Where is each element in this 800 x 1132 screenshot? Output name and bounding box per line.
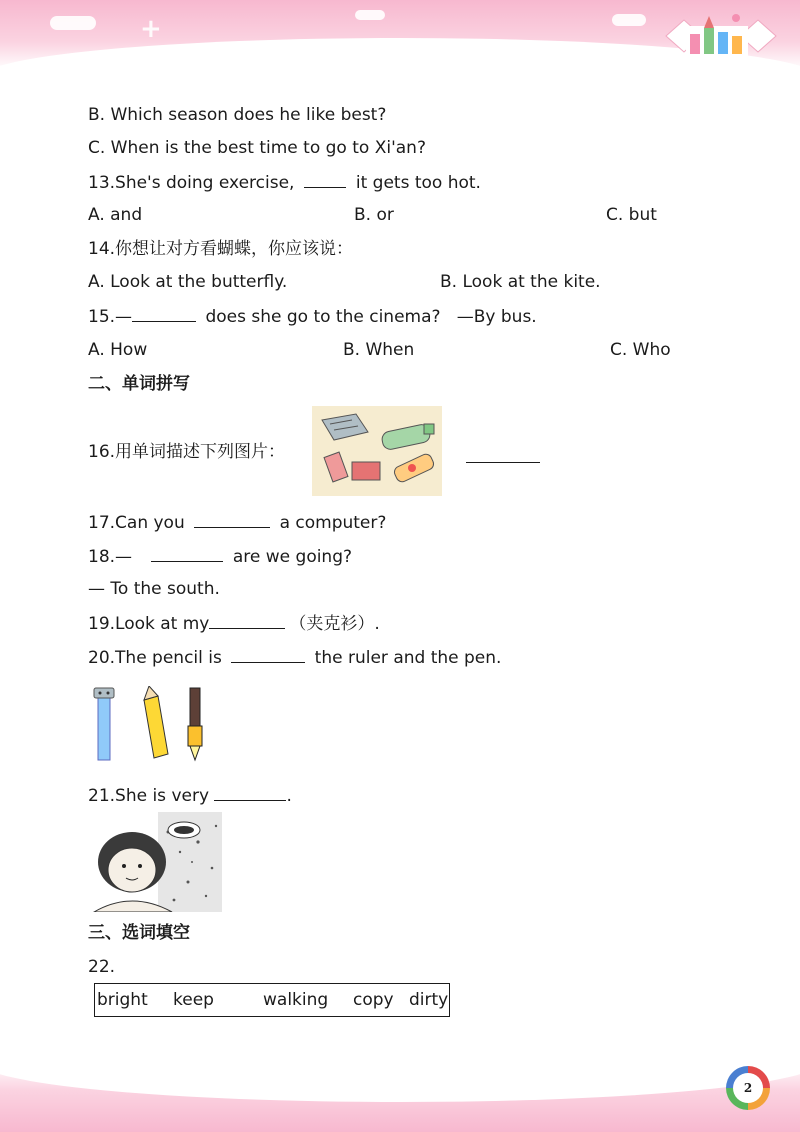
page-number-badge <box>726 1066 770 1110</box>
q13-option-c: C. but <box>606 205 657 225</box>
word-bank-item: copy <box>353 990 394 1010</box>
q15-suffix: does she go to the cinema? <box>205 307 441 327</box>
footer-decoration <box>0 1062 800 1132</box>
word-bank-box <box>94 983 450 1017</box>
q19-blank[interactable] <box>209 612 285 629</box>
logo-icon <box>660 6 778 62</box>
q15-blank[interactable] <box>132 305 196 322</box>
q16-text: 16.用单词描述下列图片： <box>88 442 286 462</box>
q13-blank[interactable] <box>304 171 346 188</box>
word-bank-item: dirty <box>409 990 449 1010</box>
q18-text <box>88 545 352 568</box>
q18-blank[interactable] <box>151 545 223 562</box>
q21-text <box>88 784 292 807</box>
q14-text: 14.你想让对方看蝴蝶，你应该说： <box>88 239 354 259</box>
dirty-girl-picture <box>88 812 222 912</box>
q15-option-b: B. When <box>343 340 415 360</box>
q17-blank[interactable] <box>194 511 270 528</box>
q16-blank[interactable] <box>466 446 540 463</box>
q19-suffix: （夹克衫）. <box>289 614 380 634</box>
q18-answer: — To the south. <box>88 579 220 599</box>
q20-suffix: the ruler and the pen. <box>314 648 502 668</box>
q14-option-a: A. Look at the butterfly. <box>88 272 288 292</box>
q20-prefix: 20.The pencil is <box>88 648 222 668</box>
header-decoration: + <box>0 0 800 70</box>
q17-suffix: a computer? <box>279 513 387 533</box>
q21-suffix: . <box>286 786 292 806</box>
q13-suffix: it gets too hot. <box>355 173 481 193</box>
q13-text <box>88 171 481 194</box>
q15-option-c: C. Who <box>610 340 671 360</box>
q15-option-a: A. How <box>88 340 148 360</box>
section-3-heading: 三、选词填空 <box>88 923 190 943</box>
q13-option-a: A. and <box>88 205 143 225</box>
q12-option-c: C. When is the best time to go to Xi'an? <box>88 138 426 158</box>
q18-prefix: 18.— <box>88 547 133 567</box>
q13-prefix: 13.She's doing exercise, <box>88 173 295 193</box>
q22-number: 22. <box>88 957 116 977</box>
word-bank-item: bright <box>97 990 148 1010</box>
q15-answer: —By bus. <box>456 307 537 327</box>
q17-prefix: 17.Can you <box>88 513 185 533</box>
q18-suffix: are we going? <box>232 547 353 567</box>
q12-option-b: B. Which season does he like best? <box>88 105 387 125</box>
q20-blank[interactable] <box>231 646 305 663</box>
q13-option-b: B. or <box>354 205 394 225</box>
q15-text <box>88 305 537 328</box>
q21-prefix: 21.She is very <box>88 786 210 806</box>
q17-text <box>88 511 386 534</box>
section-2-heading: 二、单词拼写 <box>88 374 190 394</box>
q19-text <box>88 612 380 635</box>
q15-prefix: 15.— <box>88 307 133 327</box>
litter-picture <box>312 406 442 496</box>
ruler-pencil-pen-picture <box>92 686 220 764</box>
q21-blank[interactable] <box>214 784 286 801</box>
page-number: 2 <box>733 1073 763 1103</box>
q19-prefix: 19.Look at my <box>88 614 210 634</box>
q14-option-b: B. Look at the kite. <box>440 272 601 292</box>
word-bank-item: keep <box>173 990 214 1010</box>
word-bank-item: walking <box>263 990 329 1010</box>
q20-text <box>88 646 501 669</box>
